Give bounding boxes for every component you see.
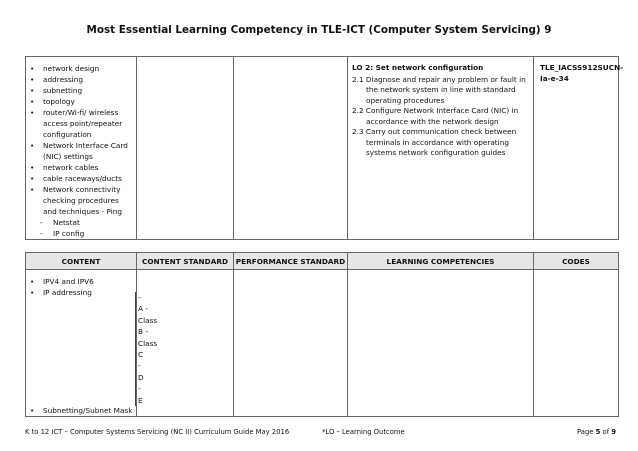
- ip-class-line: Class: [135, 338, 175, 349]
- list-item: • Subnetting/Subnet Mask: [30, 406, 132, 415]
- list-item: • Network connectivity checking procedures and techniques - Ping: [30, 184, 132, 217]
- list-item: • IP addressing: [30, 287, 132, 298]
- footer-guide-title: K to 12 ICT – Computer Systems Servicing (NC II) Curriculum Guide May 2016: [25, 428, 290, 436]
- content-standard-cell: [137, 57, 234, 240]
- header-content-standard: CONTENT STANDARD: [137, 253, 234, 270]
- list-item: • IPV4 and IPV6: [30, 276, 132, 287]
- codes-cell: [534, 57, 624, 240]
- ip-class-line: D: [135, 372, 175, 383]
- competency-table-bottom: [25, 252, 619, 417]
- content-cell: [26, 57, 137, 240]
- codes-cell: [534, 270, 619, 417]
- list-item: • network cables: [30, 162, 132, 173]
- lo-item: 2.1 Diagnose and repair any problem or fault in the network system in line with standard operating procedures: [352, 74, 526, 105]
- ip-class-list: [135, 292, 175, 406]
- lo-title: LO 2: Set network configuration: [352, 63, 484, 72]
- ip-class-line: B -: [135, 326, 175, 337]
- content-list: [26, 57, 136, 239]
- sub-list-item: - Netstat: [30, 217, 132, 228]
- list-item: • network design: [30, 63, 132, 74]
- lo-item: 2.3 Carry out communication check between terminals in accordance with operating systems network configuration guides: [352, 127, 517, 157]
- learning-competencies-cell: [348, 57, 534, 240]
- ip-class-line: E: [135, 395, 175, 406]
- content-cell: [26, 270, 137, 417]
- page-current: 5: [595, 428, 601, 436]
- header-performance-standard: PERFORMANCE STANDARD: [234, 253, 348, 270]
- competency-code: TLE_IACSS912SUCN-Ia-e-34: [540, 63, 624, 83]
- competency-table-top: [25, 56, 624, 240]
- list-item: • cable raceways/ducts: [30, 173, 132, 184]
- lo-item: 2.2 Configure Network Interface Card (NIC) in accordance with the network design: [352, 106, 519, 126]
- table-row: [26, 57, 619, 240]
- list-item: • subnetting: [30, 85, 132, 96]
- footer-note: *LO – Learning Outcome: [322, 428, 405, 436]
- page-number: [577, 428, 616, 436]
- ip-class-line: -: [135, 360, 175, 371]
- sub-list-item: - IP config: [30, 228, 132, 239]
- performance-standard-cell: [234, 270, 348, 417]
- content-list: [26, 270, 136, 298]
- ip-class-line: -: [135, 383, 175, 394]
- list-item: • router/Wi-fi/ wireless access point/repeater configuration: [30, 107, 132, 140]
- page-of: of: [602, 428, 610, 436]
- list-item: • addressing: [30, 74, 132, 85]
- header-learning-competencies: LEARNING COMPETENCIES: [348, 253, 534, 270]
- content-standard-cell: [137, 270, 234, 417]
- table-row: [26, 270, 619, 417]
- ip-class-line: A -: [135, 303, 175, 314]
- page-total: 9: [611, 428, 616, 436]
- performance-standard-cell: [234, 57, 348, 240]
- ip-class-line: C: [135, 349, 175, 360]
- header-content: CONTENT: [26, 253, 137, 270]
- page-title: Most Essential Learning Competency in TLE-ICT (Computer System Servicing) 9: [86, 24, 552, 36]
- learning-competencies-cell: [348, 270, 534, 417]
- header-codes: CODES: [534, 253, 619, 270]
- ip-class-line: Class: [135, 315, 175, 326]
- table-header-row: [26, 253, 619, 270]
- list-item: • topology: [30, 96, 132, 107]
- page-prefix: Page: [576, 428, 594, 436]
- list-item: • Network Interface Card (NIC) settings: [30, 140, 132, 162]
- ip-class-line: -: [135, 292, 175, 303]
